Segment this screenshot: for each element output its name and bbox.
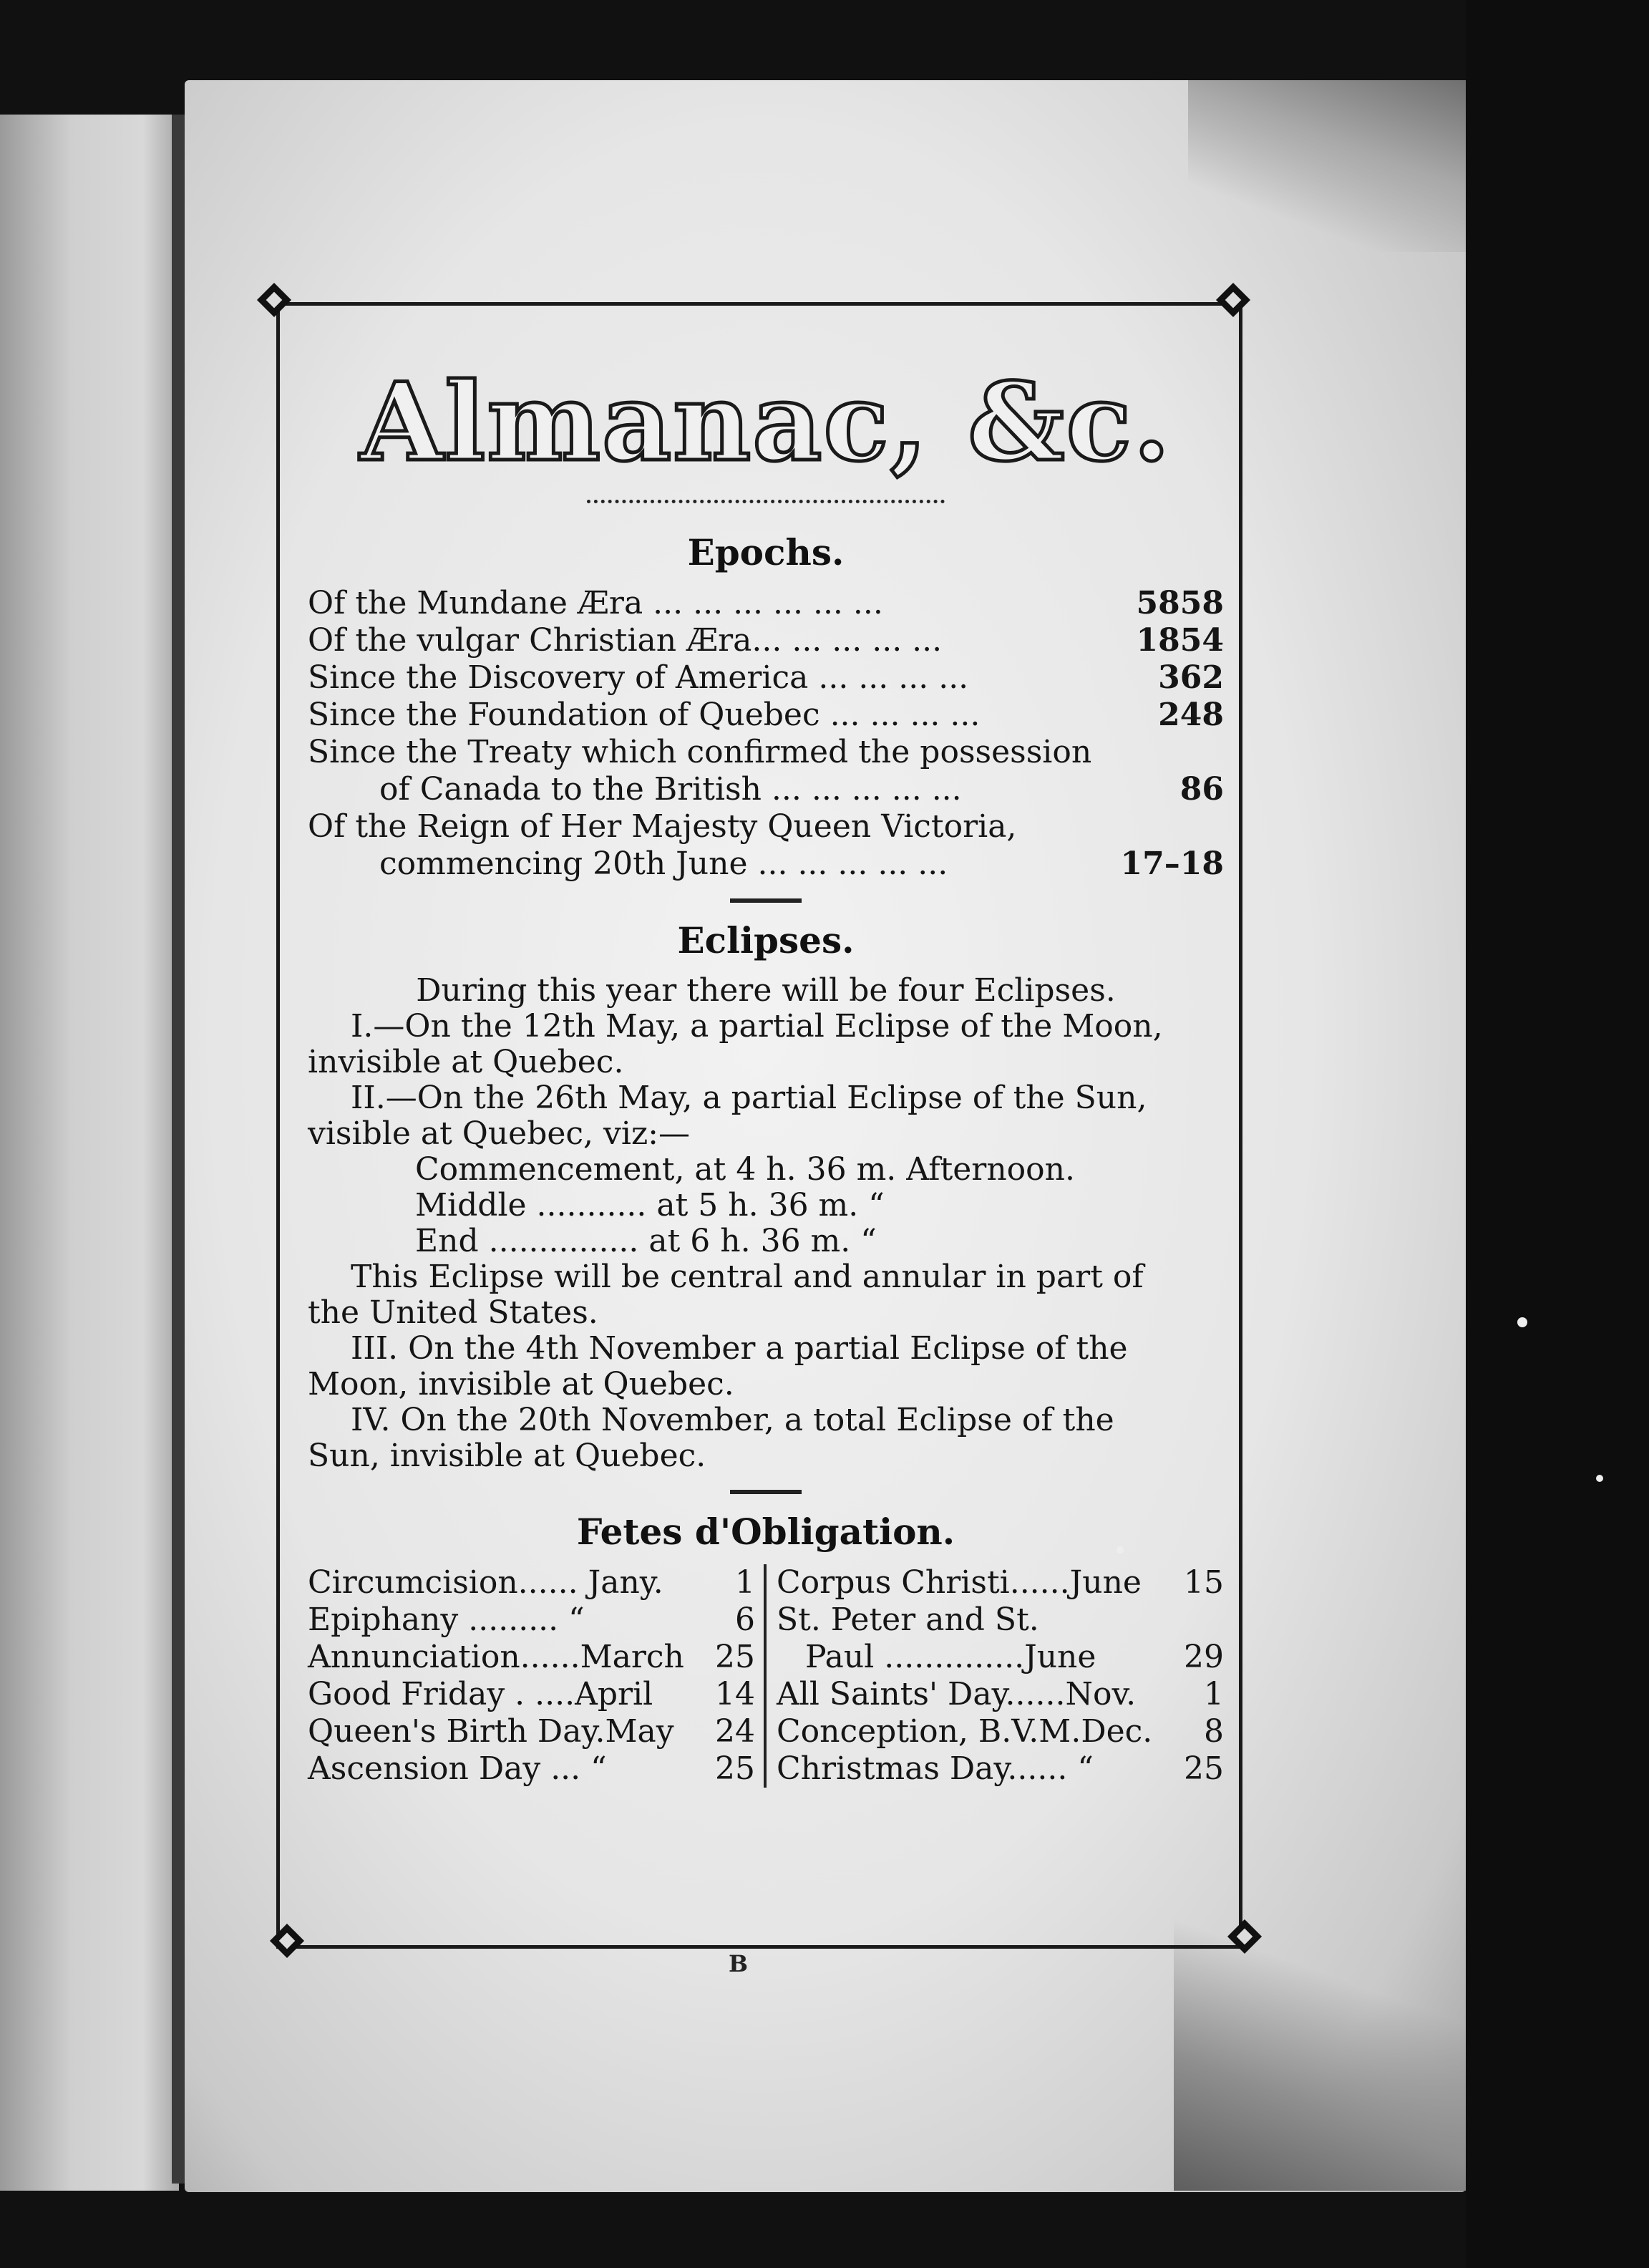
eclipses-heading: Eclipses. <box>677 919 855 961</box>
epoch-label: of Canada to the British ... ... ... ... ... <box>379 771 962 808</box>
dust-speck <box>1117 1546 1124 1554</box>
epochs-list <box>308 585 1224 883</box>
fetes-right-column <box>767 1564 1224 1788</box>
page-content <box>308 358 1224 1788</box>
epoch-label: Since the Treaty which confirmed the possession <box>308 734 1092 770</box>
epoch-row <box>308 622 1224 659</box>
fete-day: 1 <box>735 1564 755 1601</box>
eclipse-line: I.—On the 12th May, a partial Eclipse of the Moon, <box>351 1008 1163 1045</box>
epoch-row <box>308 697 1224 734</box>
epoch-row <box>308 734 1224 771</box>
fete-day: 15 <box>1184 1564 1224 1601</box>
fete-row <box>308 1713 755 1750</box>
eclipse-line: II.—On the 26th May, a partial Eclipse of the Sun, <box>351 1080 1147 1116</box>
fete-name: Corpus Christi......June <box>777 1564 1142 1601</box>
fete-day: 8 <box>1204 1713 1224 1750</box>
eclipse-line: invisible at Quebec. <box>308 1044 624 1080</box>
fete-row <box>777 1639 1224 1676</box>
eclipse-line: This Eclipse will be central and annular in part of <box>351 1259 1144 1295</box>
fete-day: 29 <box>1184 1639 1224 1675</box>
fete-row <box>308 1750 755 1788</box>
fete-day: 14 <box>715 1676 755 1712</box>
fete-name: Good Friday . ....April <box>308 1676 653 1712</box>
page-title: Almanac, &c. <box>359 359 1172 485</box>
epoch-value: 5858 <box>1136 585 1224 621</box>
fete-row <box>308 1564 755 1601</box>
fete-row <box>308 1601 755 1639</box>
fete-name: Christmas Day...... “ <box>777 1750 1094 1787</box>
left-page-edge <box>0 115 179 2191</box>
epoch-row <box>308 585 1224 622</box>
fete-name: Queen's Birth Day.May <box>308 1713 674 1750</box>
eclipse-line: During this year there will be four Eclipses. <box>416 972 1116 1009</box>
fete-row <box>777 1564 1224 1601</box>
fetes-table <box>308 1564 1224 1788</box>
scan-background <box>1466 0 1649 2268</box>
fete-day: 1 <box>1204 1676 1224 1712</box>
fete-day: 24 <box>715 1713 755 1750</box>
epoch-value: 362 <box>1158 659 1224 696</box>
dust-speck <box>1517 1317 1527 1327</box>
fete-name: Annunciation......March <box>308 1639 684 1675</box>
fete-name: Paul ..............June <box>805 1639 1096 1675</box>
epoch-value: 248 <box>1158 697 1224 733</box>
epoch-value: 86 <box>1179 771 1224 808</box>
epoch-value: 1854 <box>1136 622 1224 659</box>
fete-day: 25 <box>715 1639 755 1675</box>
epoch-row <box>308 845 1224 883</box>
top-corner-fold <box>1188 80 1467 252</box>
epoch-label: Since the Discovery of America ... ... ... ... <box>308 659 969 696</box>
epoch-label: Of the Reign of Her Majesty Queen Victoria, <box>308 808 1017 845</box>
fete-day: 25 <box>715 1750 755 1787</box>
epoch-row <box>308 771 1224 808</box>
fete-row <box>308 1676 755 1713</box>
section-divider <box>730 898 802 903</box>
epoch-row <box>308 659 1224 697</box>
bottom-corner-fold <box>1174 1919 1496 2191</box>
eclipse-line: Middle ........... at 5 h. 36 m. “ <box>415 1187 885 1223</box>
fete-day: 25 <box>1184 1750 1224 1787</box>
eclipse-line: Sun, invisible at Quebec. <box>308 1438 706 1474</box>
dotted-divider <box>587 500 945 503</box>
fete-name: Conception, B.V.M.Dec. <box>777 1713 1153 1750</box>
eclipse-line: III. On the 4th November a partial Eclipse of the <box>351 1330 1128 1367</box>
fetes-heading: Fetes d'Obligation. <box>576 1511 955 1553</box>
eclipse-line: Moon, invisible at Quebec. <box>308 1366 734 1402</box>
fete-row <box>777 1676 1224 1713</box>
fete-row <box>777 1713 1224 1750</box>
fete-row <box>777 1601 1224 1639</box>
eclipse-line: End ............... at 6 h. 36 m. “ <box>415 1223 877 1259</box>
epochs-heading: Epochs. <box>687 531 845 573</box>
book-spine <box>172 115 185 2184</box>
fete-name: Ascension Day ... “ <box>308 1750 607 1787</box>
fete-name: Circumcision...... Jany. <box>308 1564 663 1601</box>
epoch-label: Of the vulgar Christian Æra... ... ... ... ... <box>308 622 943 659</box>
fete-row <box>777 1750 1224 1788</box>
fete-day: 6 <box>735 1601 755 1638</box>
epoch-label: commencing 20th June ... ... ... ... ... <box>379 845 948 882</box>
eclipses-text <box>308 973 1224 1474</box>
epoch-value: 17–18 <box>1120 845 1224 882</box>
eclipse-line: the United States. <box>308 1294 598 1331</box>
signature-mark: B <box>729 1950 749 1977</box>
eclipse-line: Commencement, at 4 h. 36 m. Afternoon. <box>415 1151 1075 1188</box>
eclipse-line: visible at Quebec, viz:— <box>308 1115 690 1152</box>
epoch-label: Of the Mundane Æra ... ... ... ... ... ... <box>308 585 883 621</box>
epoch-label: Since the Foundation of Quebec ... ... ... ... <box>308 697 981 733</box>
section-divider <box>730 1490 802 1494</box>
fete-name: Epiphany ......... “ <box>308 1601 585 1638</box>
fete-row <box>308 1639 755 1676</box>
epoch-row <box>308 808 1224 845</box>
eclipse-line: IV. On the 20th November, a total Eclipse of the <box>351 1402 1114 1438</box>
dust-speck <box>1596 1475 1603 1482</box>
fete-name: All Saints' Day......Nov. <box>777 1676 1137 1712</box>
fetes-left-column <box>308 1564 767 1788</box>
fete-name: St. Peter and St. <box>777 1601 1039 1638</box>
